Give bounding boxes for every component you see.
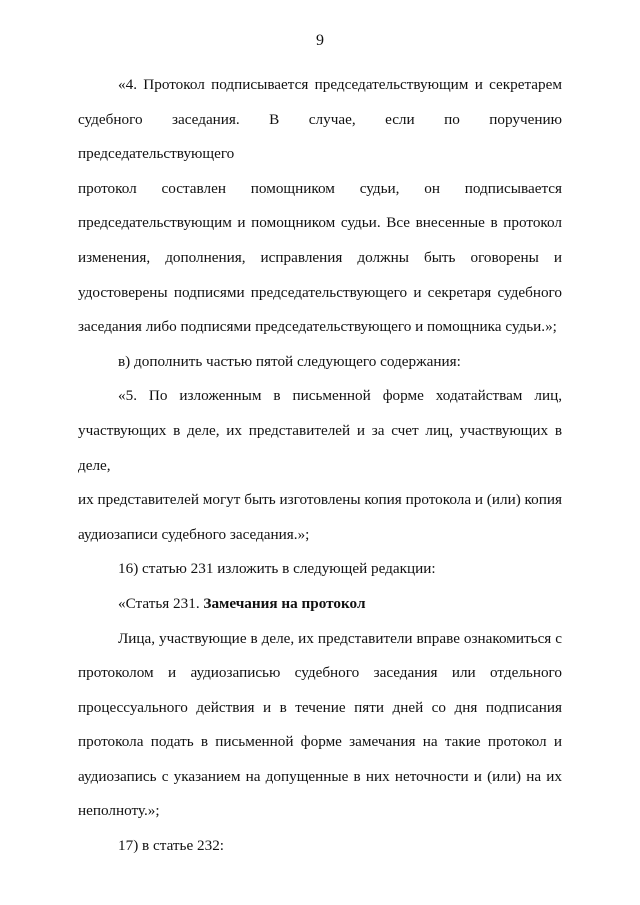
paragraph-add-part-five [78,345,562,380]
paragraph-part-five [78,379,562,552]
page-number: 9 [316,32,324,49]
text-line: участвующих в деле, их представителей и за счет лиц, участвующих в деле, [78,421,562,474]
text-line: 17) в статье 232: [118,837,225,855]
text-line: их представителей могут быть изготовлены копия протокола и (или) копия [78,491,562,509]
text-line: судебного заседания. В случае, если по поручению председательствующего [78,110,562,163]
paragraph-article-231-text [78,622,562,830]
text-line: в) дополнить частью пятой следующего содержания: [118,352,461,370]
text-line: аудиозапись с указанием на допущенные в них неточности и (или) на их [78,767,562,785]
paragraph-protocol-signing [78,68,562,345]
heading-line [78,587,562,622]
text-line: аудиозаписи судебного заседания.»; [78,525,310,543]
text-line: протокол составлен помощником судьи, он подписывается [78,179,562,197]
text-line: протоколом и аудиозаписью судебного заседания или отдельного [78,664,562,682]
text-line: председательствующим и помощником судьи. Все внесенные в протокол [78,214,562,232]
text-line: процессуального действия и в течение пяти дней со дня подписания [78,698,562,716]
text-line: «5. По изложенным в письменной форме ходатайствам лиц, [118,387,562,405]
text-line: 16) статью 231 изложить в следующей редакции: [118,560,436,578]
text-line: «4. Протокол подписывается председательствующим и секретарем [118,76,562,93]
paragraph-article-231-intro [78,552,562,587]
paragraph-article-232-intro [78,829,562,864]
text-line: неполноту.»; [78,802,160,820]
article-number: «Статья 231. [118,594,204,612]
text-line: удостоверены подписями председательствующего и секретаря судебного [78,283,562,301]
text-line: Лица, участвующие в деле, их представители вправе ознакомиться с [118,629,562,647]
text-line: изменения, дополнения, исправления должны быть оговорены и [78,248,562,266]
article-231-heading [78,587,562,622]
text-line: протокола подать в письменной форме замечания на такие протокол и [78,733,562,751]
article-title: Замечания на протокол [203,594,366,612]
text-line: заседания либо подписями председательствующего и помощника судьи.»; [78,318,557,336]
document-body [78,68,562,864]
